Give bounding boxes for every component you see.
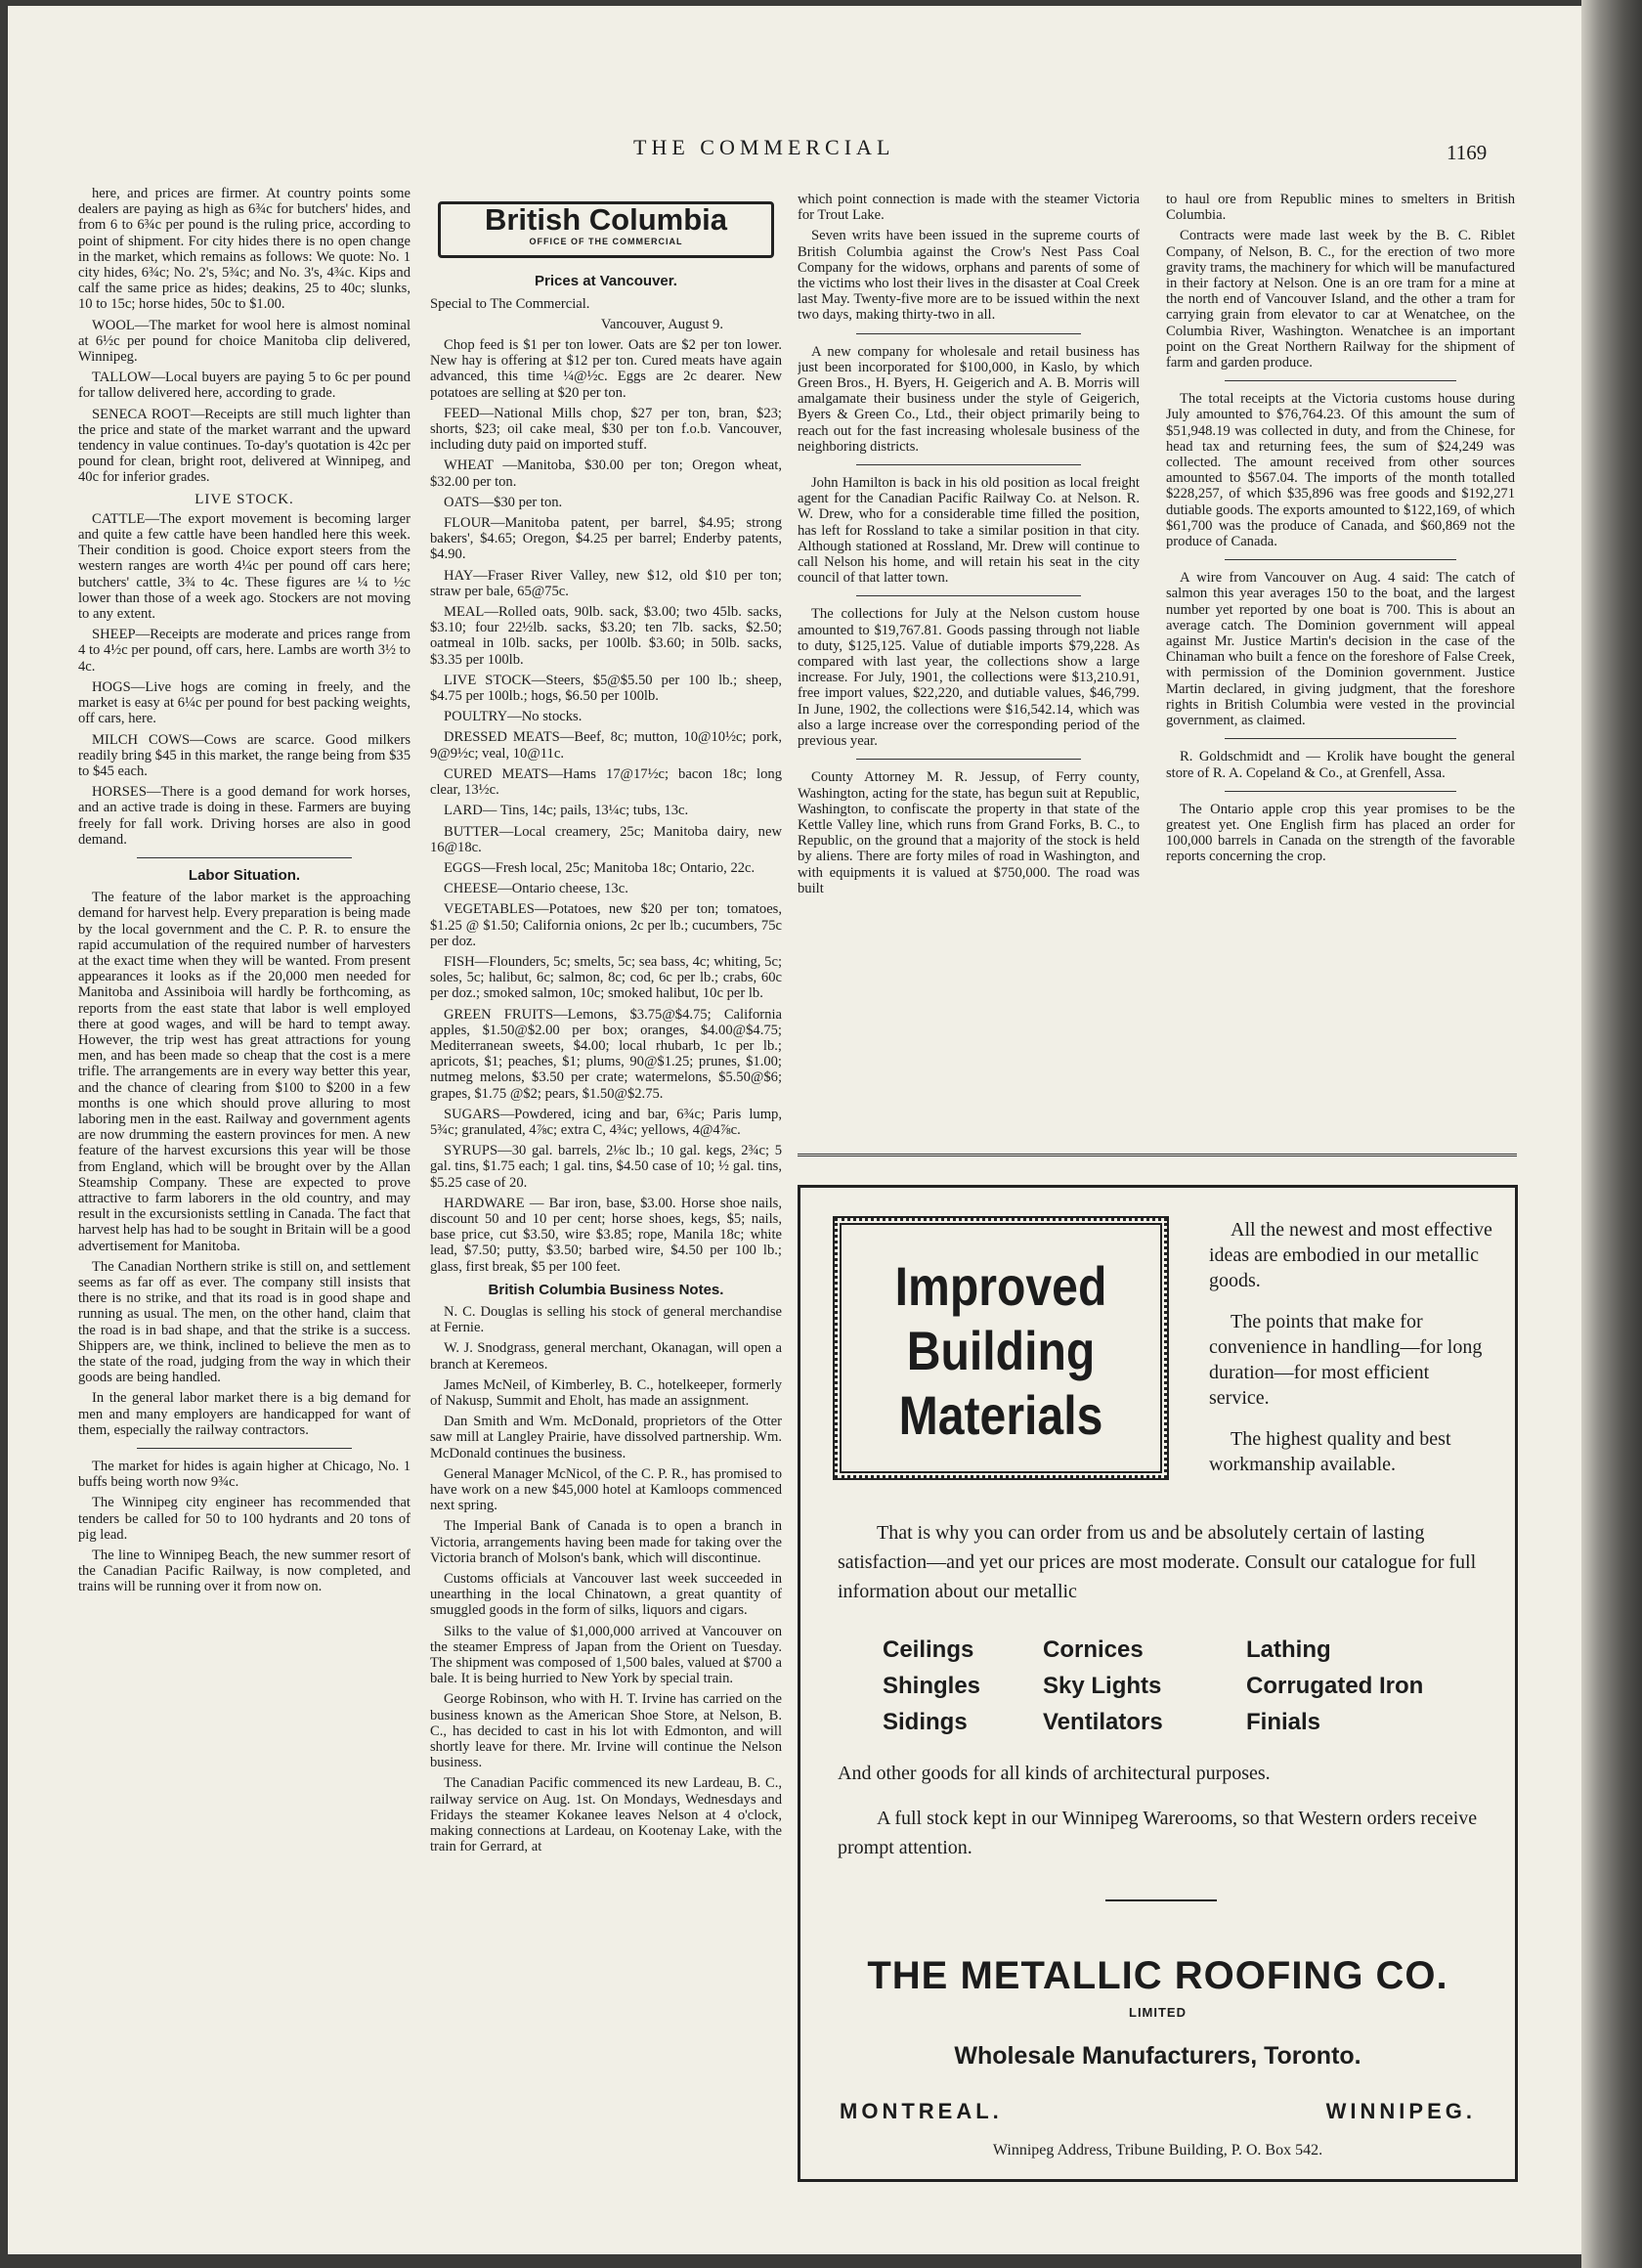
product-item: Sky Lights <box>1043 1673 1162 1699</box>
paragraph: POULTRY—No stocks. <box>444 709 583 725</box>
divider <box>1225 791 1456 792</box>
divider <box>137 1448 352 1449</box>
product-item: Corrugated Iron <box>1246 1673 1424 1699</box>
product-item: Ventilators <box>1043 1709 1163 1735</box>
ad-paragraph <box>838 1759 1483 1788</box>
product-item: Cornices <box>1043 1636 1144 1663</box>
product-item: Shingles <box>883 1673 981 1699</box>
paragraph: DRESSED MEATS—Beef, 8c; mutton, 10@10½c; pork, 9@9½c; veal, 10@11c. <box>430 729 782 762</box>
logo-text <box>864 1254 1138 1448</box>
paragraph: John Hamilton is back in his old position as local freight agent for the Canadian Pacific Railway Co. at Nelson. R. W. Drew, who for a considerable time filled the position, has left for Rossland to take a similar position in that city. Although stationed at Rossland, Mr. Drew will continue to call Nelson his home, and will retain his seat in the city council of that latter town. <box>798 475 1140 587</box>
winnipeg-address: Winnipeg Address, Tribune Building, P. O. Box 542. <box>992 2142 1323 2159</box>
logo-line: Building <box>906 1320 1096 1381</box>
paragraph: WHEAT —Manitoba, $30.00 per ton; Oregon wheat, $32.00 per ton. <box>430 458 782 490</box>
city-montreal: MONTREAL. <box>840 2099 1003 2123</box>
paragraph: Seven writs have been issued in the supreme courts of British Columbia against the Crow's Nest Pass Coal Company for the widows, orphans and parents of some of the victims who lost their lives in the disaster at Coal Creek last May. Twenty-five more are to be issued within the next two days, making thirty-two in all. <box>798 228 1140 324</box>
paragraph: SUGARS—Powdered, icing and bar, 6¾c; Paris lump, 5¾c; granulated, 4⅞c; extra C, 4¾c; yellows, 4@4⅞c. <box>430 1106 782 1138</box>
ad-selling-points <box>1209 1217 1492 1493</box>
logo-line: Improved <box>894 1255 1107 1317</box>
paragraph: to haul ore from Republic mines to smelters in British Columbia. <box>1166 192 1515 224</box>
ad-text: That is why you can order from us and be absolutely certain of lasting satisfaction—and yet our prices are most moderate. Consult our catalogue for full information about our metallic <box>838 1522 1477 1602</box>
paragraph: FLOUR—Manitoba patent, per barrel, $4.95; strong bakers', $4.65; Oregon, $4.25 per barrel; Enderby patents, $4.90. <box>430 515 782 563</box>
paragraph: MEAL—Rolled oats, 90lb. sack, $3.00; two 45lb. sacks, $3.10; four 22½lb. sacks, $3.20; ten 7lb. sacks, $2.50; oatmeal in 10lb. sacks, per 100lb. $3.60; in 50lb. sacks, $3.35 per 100lb. <box>430 604 782 668</box>
paragraph: The total receipts at the Victoria customs house during July amounted to $76,764.23. Of this amount the sum of $51,948.19 was collected in duty, and from the Chinese, for head tax and returning fees, the sum of $24,249 was collected. The amount received from other sources amounted to $567.04. The imports of the month totalled $228,257, of which $35,896 was free goods and $192,271 dutiable goods. The exports amounted to $122,169, of which $61,700 was the produce of Canada, and $60,869 not the produce of Canada. <box>1166 391 1515 550</box>
paragraph: Customs officials at Vancouver last week succeeded in unearthing in the local Chinatown, a great quantity of smuggled goods in the form of silks, liquors and cigars. <box>430 1571 782 1619</box>
paragraph: N. C. Douglas is selling his stock of general merchandise at Fernie. <box>430 1303 782 1336</box>
paragraph: SYRUPS—30 gal. barrels, 2⅛c lb.; 10 gal. kegs, 2¾c; 5 gal. tins, $1.75 each; 1 gal. tins, $4.50 case of 10; ½ gal. tins, $5.25 case of 20. <box>430 1143 782 1191</box>
paragraph: The Imperial Bank of Canada is to open a branch in Victoria, arrangements having been made for taking over the Victoria branch of Molson's bank, which will discontinue. <box>430 1518 782 1566</box>
page-number: 1169 <box>1447 141 1488 164</box>
section-heading-labor: Labor Situation. <box>188 866 301 884</box>
paragraph: HARDWARE — Bar iron, base, $3.00. Horse shoe nails, discount 50 and 10 per cent; horse shoes, kegs, $5; nails, base price, cut $3.50, wire $3.85; rope, Manila 18c; white lead, $7.50; putty, $3.50; barbed wire, $4.50 per 100 lb.; glass, first break, $5 per 100 feet. <box>430 1195 782 1275</box>
paragraph: In the general labor market there is a big demand for men and many employers are handicapped for want of them, especially the railway contractors. <box>78 1390 410 1438</box>
ad-text: A full stock kept in our Winnipeg Warerooms, so that Western orders receive prompt attention. <box>838 1808 1478 1858</box>
paragraph: George Robinson, who with H. T. Irvine has carried on the business known as the American Shoe Store, at Nelson, B. C., has decided to cast in his lot with Edmonton, and will shortly leave for there. Mr. Irvine will continue the Nelson business. <box>430 1691 782 1771</box>
paragraph: here, and prices are firmer. At country points some dealers are paying as high as 6¾c for butchers' hides, and from 6 to 6¾c per pound is the ruling price, according to point of shipment. For city hides there is no open change in the market, which remains as follows: We quote: No. 1 city hides, 6¾c; No. 2's, 5¾c; and No. 3's, 4¾c. Kips and calf the same price as hides; deakins, 25 to 40c; slunks, 10 to 15c; horse hides, 50c to $1.00. <box>78 186 410 313</box>
paragraph: The line to Winnipeg Beach, the new summer resort of the Canadian Pacific Railway, is now completed, and trains will be running over it from now on. <box>78 1548 410 1595</box>
paragraph: CHEESE—Ontario cheese, 13c. <box>444 881 628 897</box>
product-item: Ceilings <box>883 1636 974 1663</box>
paragraph: BUTTER—Local creamery, 25c; Manitoba dairy, new 16@18c. <box>430 823 782 855</box>
paragraph: HOGS—Live hogs are coming in freely, and the market is easy at 6¼c per pound for best packing weights, off cars, here. <box>78 678 410 727</box>
paragraph: W. J. Snodgrass, general merchant, Okanagan, will open a branch at Keremeos. <box>430 1340 782 1373</box>
paragraph: R. Goldschmidt and — Krolik have bought the general store of R. A. Copeland & Co., at Grenfell, Assa. <box>1166 749 1515 781</box>
paragraph: FEED—National Mills chop, $27 per ton, bran, $23; shorts, $23; oil cake meal, $30 per ton f.o.b. Vancouver, including duty paid on imported stuff. <box>430 405 782 454</box>
section-heading-prices: Prices at Vancouver. <box>535 273 677 290</box>
dateline: Vancouver, August 9. <box>600 316 723 332</box>
divider <box>1225 559 1456 560</box>
column-3 <box>798 192 1140 1150</box>
paragraph: Silks to the value of $1,000,000 arrived at Vancouver on the steamer Empress of Japan from the Orient on Tuesday. The shipment was composed of 1,500 bales, valued at $700 a bale. It is being hurried to New York by special train. <box>430 1623 782 1687</box>
paragraph: The market for hides is again higher at Chicago, No. 1 buffs being worth now 9¾c. <box>78 1459 410 1491</box>
paragraph: A new company for wholesale and retail business has just been incorporated for $100,000, in Kaslo, by which Green Bros., H. Byers, H. Geigerich and A. B. Morris will amalgamate their business under the style of Geigerich, Byers & Green Co., Ltd., their object primarily being to reach out for the fast increasing wholesale business of the neighboring districts. <box>798 343 1140 455</box>
divider <box>856 333 1081 334</box>
divider <box>1225 738 1456 739</box>
paragraph: County Attorney M. R. Jessup, of Ferry county, Washington, acting for the state, has begun suit at Republic, Washington, to confiscate the property in that state of the Kettle Valley line, which runs from Grand Forks, B. C., to Republic, on the ground that a majority of the stock is held by aliens. There are forty miles of road in Washington, and with equipments it is valued at $750,000. The road was built <box>798 769 1140 896</box>
column-1 <box>78 186 410 2229</box>
selling-point: The points that make for convenience in handling—for long duration—for most efficient service. <box>1209 1311 1483 1409</box>
paragraph: Chop feed is $1 per ton lower. Oats are $2 per ton lower. New hay is offering at $12 per ton. Cured meats have again advanced, this time ¼@½c. Eggs are 2c dearer. New potatoes are selling at $20 per ton. <box>430 337 782 401</box>
british-columbia-box <box>438 201 774 258</box>
book-spine <box>1581 0 1642 2268</box>
column-2 <box>430 201 782 2235</box>
paragraph: The collections for July at the Nelson custom house amounted to $19,767.81. Goods passing through not liable to duty, $125,125. Value of dutiable imports $79,228. As compared with last year, the collections show a large increase. For July, 1901, the collections were $13,210.91, free import values, $22,220, and dutiable values, $46,799. In June, 1902, the collections were $16,542.14, which was also a large increase over the corresponding period of the previous year. <box>798 606 1140 750</box>
paragraph: A wire from Vancouver on Aug. 4 said: The catch of salmon this year averages 150 to the boat, and the largest number yet reported by one boat is 700. This is about an average catch. The Dominion government will appeal against Mr. Justice Martin's decision in the case of the Chinaman who built a fence on the foreshore of False Creek, with permission of the Dominion government. Justice Martin declared, in giving judgment, that the foreshore rights in British Columbia were vested in the provincial government, as claimed. <box>1166 570 1515 729</box>
improved-building-materials-logo <box>840 1223 1162 1473</box>
paragraph: HORSES—There is a good demand for work horses, and an active trade is doing in these. Farmers are buying freely for fall work. Driving horses are also in good demand. <box>78 784 410 848</box>
paragraph: The feature of the labor market is the approaching demand for harvest help. Every preparation is being made by the local government and the C. P. R. to ensure the rapid accumulation of the required number of harvesters at the exact time when they will be wanted. From present appearances it looks as if the 20,000 men needed for Manitoba and Assiniboia will hardly be forthcoming, as reports from the east state that labor is well employed there at good wages, and will be hard to tempt away. However, the trip west has great attractions for young men, and has been made so cheap that the cost is a mere trifle. The arrangements are in every way better this year, and the chance of clearing from $100 to $200 in a few months is one which should prove alluring to most laboring men in the east. Railway and government agents are now drumming the eastern provinces for men. A new feature of the harvest excursions this year will be those from England, which will be brought over by the Allan Steamship Company. These are expected to prove attractive to farm laborers in the old country, and may result in the excursionists settling in Canada. The fact that harvest help has had to be sought in Britain will be a good advertisement for Manitoba. <box>78 890 410 1254</box>
paragraph: MILCH COWS—Cows are scarce. Good milkers readily bring $45 in this market, the range being from $35 to $45 each. <box>78 731 410 779</box>
product-item: Finials <box>1246 1709 1321 1735</box>
paragraph: The Canadian Northern strike is still on, and settlement seems as far off as ever. The company still insists that there is no strike, and that its road is in good shape and running as usual. The men, on the other hand, claim that the road is in bad shape, and that the strike is a success. Shippers are, we think, inclined to believe the men as to the state of the road, judging from the way in which their goods are being handled. <box>78 1258 410 1386</box>
paragraph: VEGETABLES—Potatoes, new $20 per ton; tomatoes, $1.25 @ $1.50; California onions, 2c per lb.; cucumbers, 75c per doz. <box>430 901 782 949</box>
divider <box>856 464 1081 465</box>
paragraph: WOOL—The market for wool here is almost nominal at 6½c per pound for choice Manitoba clip delivered, Winnipeg. <box>78 317 410 366</box>
paragraph: Contracts were made last week by the B. C. Riblet Company, of Nelson, B. C., for the erection of two more gravity trams, the machinery for which will be manufactured in their factory at Nelson. One is an ore tram for a mine at the north end of Vancouver Island, and the other a tram for carrying grain from elevator to car at Wenatchee, on the Columbia River, Washington. Wenatchee is an important point on the Great Northern Railway for the shipment of farm and garden produce. <box>1166 228 1515 371</box>
logo-line: Materials <box>898 1384 1103 1446</box>
paragraph: OATS—$30 per ton. <box>444 494 563 510</box>
special-line: Special to The Commercial. <box>430 295 590 312</box>
paragraph: LARD— Tins, 14c; pails, 13¼c; tubs, 13c. <box>444 803 689 819</box>
paragraph: The Winnipeg city engineer has recommended that tenders be called for 50 to 100 hydrants and 20 tons of pig lead. <box>78 1495 410 1543</box>
product-list <box>883 1632 1469 1740</box>
paragraph: FISH—Flounders, 5c; smelts, 5c; sea bass, 4c; whiting, 5c; soles, 5c; halibut, 6c; salmon, 8c; cod, 6c per lb.; crabs, 60c per doz.; smoked salmon, 10c; smoked halibut, 10c per lb. <box>430 953 782 1002</box>
newspaper-page <box>8 6 1586 2254</box>
column-4 <box>1166 192 1515 1150</box>
company-name: THE METALLIC ROOFING CO. <box>867 1954 1448 1997</box>
paragraph: LIVE STOCK—Steers, $5@$5.50 per 100 lb.; sheep, $4.75 per 100lb.; hogs, $6.50 per 100lb. <box>430 672 782 705</box>
paragraph: SENECA ROOT—Receipts are still much lighter than the price and state of the market warrant and the upward tendency in value continues. To-day's quotation is 42c per pound for clean, bright root, delivered at Winnipeg, and 40c for inferior grades. <box>78 406 410 486</box>
paragraph: The Ontario apple crop this year promises to be the greatest yet. One English firm has placed an order for 100,000 barrels in Canada on the strength of the favorable reports concerning the crop. <box>1166 801 1515 865</box>
selling-point: All the newest and most effective ideas are embodied in our metallic goods. <box>1209 1219 1492 1291</box>
office-subtitle: OFFICE OF THE COMMERCIAL <box>529 237 683 247</box>
city-winnipeg: WINNIPEG. <box>1325 2099 1476 2123</box>
ad-text: And other goods for all kinds of architectural purposes. <box>838 1763 1271 1784</box>
ad-divider <box>1105 1899 1217 1901</box>
product-item: Lathing <box>1246 1636 1331 1663</box>
wholesale-line: Wholesale Manufacturers, Toronto. <box>954 2042 1361 2070</box>
paragraph: General Manager McNicol, of the C. P. R., has promised to have work on a new $45,000 hotel at Kamloops commenced next spring. <box>430 1465 782 1514</box>
paragraph: SHEEP—Receipts are moderate and prices range from 4 to 4½c per pound, off cars, here. Lambs are worth 3½ to 4c. <box>78 627 410 675</box>
selling-point: The highest quality and best workmanship available. <box>1209 1428 1451 1475</box>
paragraph: The Canadian Pacific commenced its new Lardeau, B. C., railway service on Aug. 1st. On Mondays, Wednesdays and Fridays the steamer Kokanee leaves Nelson at 4 o'clock, making connections at Lardeau, on Kootenay Lake, with the train for Gerrard, at <box>430 1775 782 1855</box>
ad-paragraph <box>838 1518 1483 1606</box>
paragraph: TALLOW—Local buyers are paying 5 to 6c per pound for tallow delivered here, according to grade. <box>78 370 410 402</box>
section-heading-live-stock: LIVE STOCK. <box>194 491 294 507</box>
section-divider <box>798 1154 1517 1156</box>
paragraph: CURED MEATS—Hams 17@17½c; bacon 18c; long clear, 13½c. <box>430 765 782 799</box>
product-item: Sidings <box>883 1709 968 1735</box>
paragraph: which point connection is made with the steamer Victoria for Trout Lake. <box>798 192 1140 224</box>
ad-paragraph <box>838 1804 1483 1862</box>
divider <box>1225 380 1456 381</box>
british-columbia-title: British Columbia <box>484 202 727 237</box>
paragraph: EGGS—Fresh local, 25c; Manitoba 18c; Ontario, 22c. <box>444 859 756 876</box>
paragraph: GREEN FRUITS—Lemons, $3.75@$4.75; California apples, $1.50@$2.00 per box; oranges, $4.00@$4.75; Mediterranean sweets, $4.00; local rhubarb, 1c per lb.; apricots, $1; peaches, $1; plums, 90@$1.25; prunes, $1.00; nutmeg melons, $3.50 per crate; watermelons, $5.50@$6; grapes, $1.75 @$2; pears, $1.50@$2.75. <box>430 1006 782 1102</box>
section-heading-business-notes: British Columbia Business Notes. <box>488 1281 724 1298</box>
divider <box>856 595 1081 596</box>
paragraph: CATTLE—The export movement is becoming larger and quite a few cattle have been handled here this week. Their condition is good. Choice export steers from the western ranges are worth 4¼c per pound off cars here; butchers' cattle, 3¾ to 4c. These figures are ¼ to ½c lower than those of a week ago. Stockers are not moving to any extent. <box>78 510 410 623</box>
divider <box>137 857 352 858</box>
metallic-roofing-advertisement <box>798 1185 1518 2182</box>
running-head: THE COMMERCIAL <box>633 135 895 159</box>
paragraph: James McNeil, of Kimberley, B. C., hotelkeeper, formerly of Nakusp, Summit and Eholt, has made an assignment. <box>430 1376 782 1409</box>
divider <box>856 759 1081 760</box>
paragraph: Dan Smith and Wm. McDonald, proprietors of the Otter saw mill at Langley Prairie, have dissolved partnership. Wm. McDonald continues the business. <box>430 1414 782 1461</box>
company-limited: LIMITED <box>1129 2005 1187 2020</box>
paragraph: HAY—Fraser River Valley, new $12, old $10 per ton; straw per bale, 65@75c. <box>430 567 782 599</box>
